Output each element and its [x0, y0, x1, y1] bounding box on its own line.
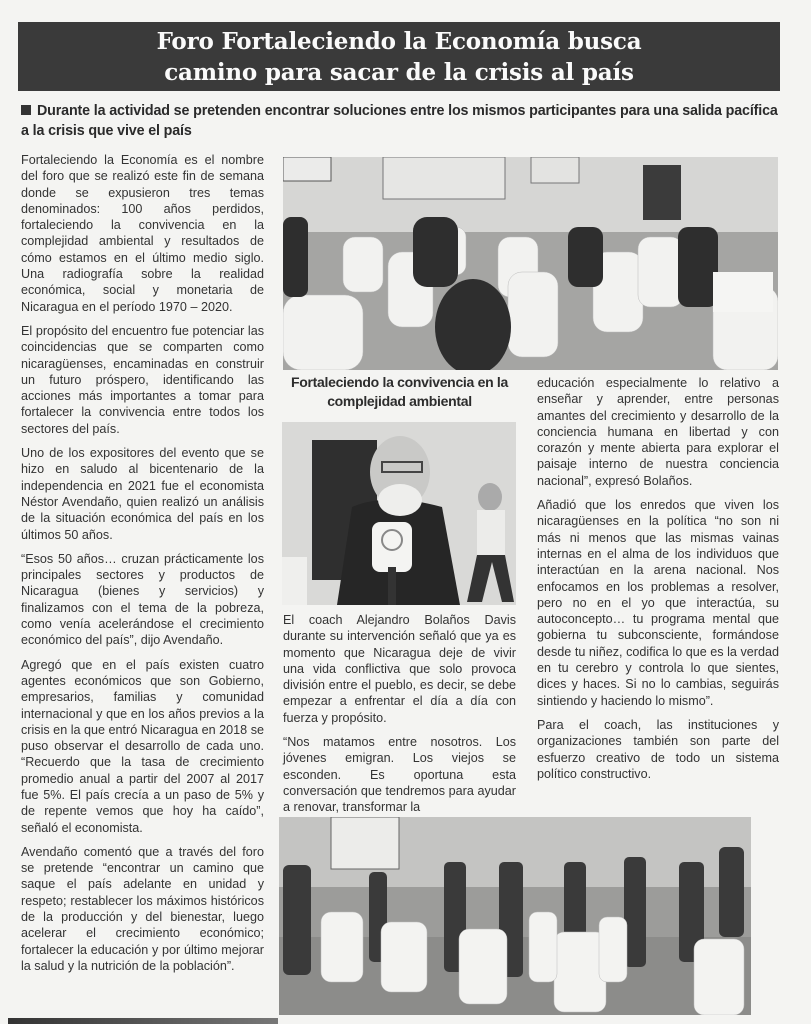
paragraph: Agregó que en el país existen cuatro agentes económicos que son Gobierno, empresarios, familias y comunidad internacional y que en los años previos a la crisis en la que entró Nicaragua en 2018 se puso observar el desarrollo de cada uno. “Recuerdo que la tasa de crecimiento promedio anual a partir del 2007 al 2017 fue 5%. El país crecía a un paso de 5% y de repente vemos que hoy ha caído”, señaló el economista. [21, 657, 264, 835]
paragraph: Añadió que los enredos que viven los nicaragüenses en la política “no son ni más ni menos que las mismas vainas internas en el alma de los individuos que interactúan en la arena nacional. Nos enfocamos en los problemas a resolver, pero no en el yo que interactúa, su autoconcepto… tu programa mental que gobierna tu subconsciente, formándose desde tu niñez, codifica lo que es la verdad en tu cerebro y controla lo que sientes, dices y haces. Si no lo cambias, seguirás sintiendo y haciendo lo mismo”. [537, 498, 779, 708]
paragraph: Avendaño comentó que a través del foro se pretende “encontrar un camino que saque el país adelante en unidad y respeto; restablecer los máximos históricos de la producción y del bienestar, luego acelerar el crecimiento económico; fortalecer la educación y por último mejorar la salud y la nutrición de la población”. [21, 844, 264, 973]
paragraph: El coach Alejandro Bolaños Davis durante su intervención señaló que ya es momento que Nicaragua deje de vivir una vida conflictiva que solo provoca división entre el pueblo, es decir, se debe empezar a enfrentar el día a día con fuerza y propósito. [283, 613, 516, 725]
section-heading: Fortaleciendo la convivencia en la complejidad ambiental [291, 374, 508, 409]
photo-attendees-standing [279, 817, 751, 1015]
paragraph: “Esos 50 años… cruzan prácticamente los principales sectores y productos de Nicaragua (bienes y servicios) y finalizamos con el tema de la pobreza, como venía acelerándose el crecimiento económico del país”, dijo Avendaño. [21, 551, 264, 648]
photo-interview-illustration [282, 422, 516, 605]
headline-line-2: camino para sacar de la crisis al país [164, 59, 634, 86]
column-3 [537, 375, 779, 790]
paragraph: educación especialmente lo relativo a enseñar y aprender, entre personas amantes del crecimiento y desarrollo de la conciencia humana en libertad y con corazón y mente abierta para explorar el paisaje interno de nuestra conciencia nacional”, expresó Bolaños. [537, 376, 779, 488]
paragraph: El propósito del encuentro fue potenciar las coincidencias que se comparten como nicaragüenses, encaminadas en construir un futuro próspero, identificando las acciones más importantes a tomar para fortalecer la convivencia entre todos los sectores del país. [21, 323, 264, 436]
bullet-square-icon [21, 105, 31, 115]
photo-forum-audience [283, 157, 778, 370]
subheadline-text: Durante la actividad se pretenden encontrar soluciones entre los mismos participantes para una salida pacífica a la crisis que vive el país [21, 103, 778, 139]
paragraph: Uno de los expositores del evento que se hizo en saludo al bicentenario de la independencia en 2021 fue el economista Néstor Avendaño, quien realizó un análisis de la situación económica del país en los últimos 50 años. [21, 446, 264, 542]
photo-forum-audience-illustration [283, 157, 778, 370]
subheadline [21, 101, 781, 141]
column-1 [21, 152, 264, 982]
headline-banner [18, 22, 780, 91]
paragraph: Fortaleciendo la Economía es el nombre del foro que se realizó este fin de semana donde se expusieron tres temas denominados: 100 años perdidos, fortaleciendo la convivencia en la complejidad ambiental y resultados de cómo estamos en el último medio siglo. Una radiografía sobre la realidad económica, social y monetaria de Nicaragua en el período 1970 – 2020. [21, 153, 264, 314]
page-edge-bar [8, 1018, 278, 1024]
paragraph: Para el coach, las instituciones y organizaciones también son parte del esfuerzo creativo de todo un sistema político constructivo. [537, 717, 779, 781]
headline-line-1: Foro Fortaleciendo la Economía busca [156, 28, 642, 55]
column-2 [283, 612, 516, 824]
photo-interview [282, 422, 516, 605]
paragraph: “Nos matamos entre nosotros. Los jóvenes emigran. Los viejos se esconden. Es oportuna esta conversación que tendremos para ayudar a renovar, transformar la [283, 735, 516, 815]
photo-attendees-standing-illustration [279, 817, 751, 1015]
